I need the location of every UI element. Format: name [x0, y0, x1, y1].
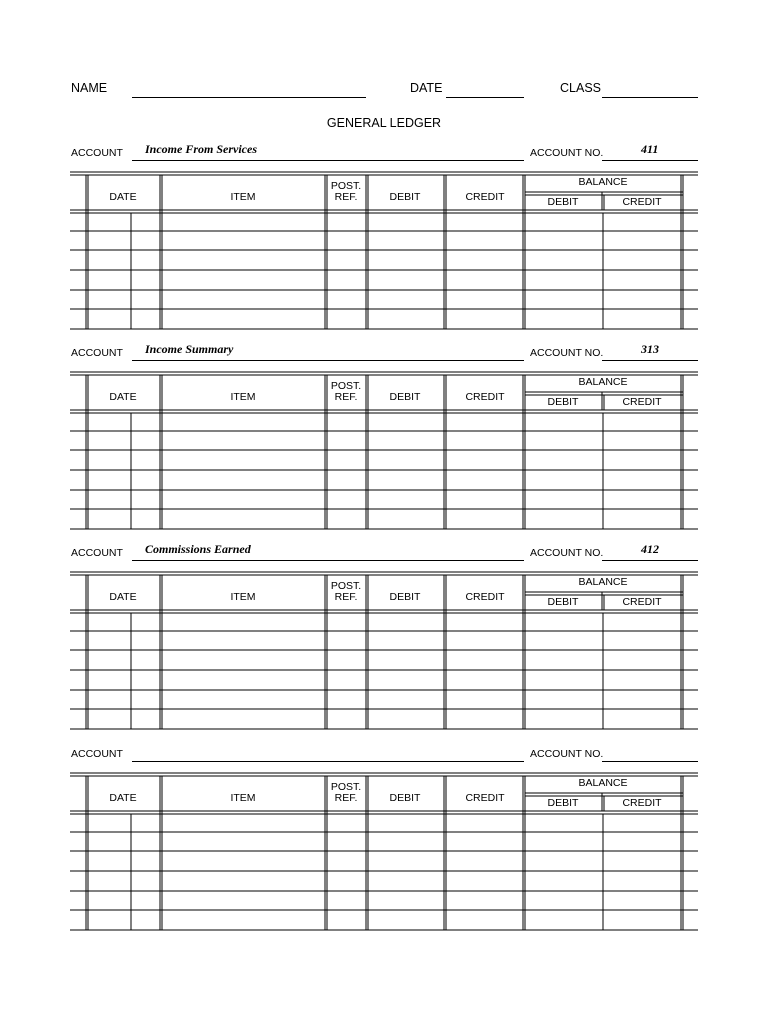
col-balance-debit-header: DEBIT — [547, 196, 579, 208]
account-number[interactable]: 412 — [641, 542, 659, 556]
account-name[interactable]: Income From Services — [145, 142, 257, 156]
col-balance-debit-header: DEBIT — [547, 396, 579, 408]
col-credit-header: CREDIT — [465, 591, 505, 603]
col-balance-header: BALANCE — [578, 376, 628, 388]
account-no-label: ACCOUNT NO. — [530, 147, 604, 159]
date-label: DATE — [410, 81, 443, 95]
col-post-header: POST. — [330, 580, 362, 592]
col-balance-debit-header: DEBIT — [547, 797, 579, 809]
col-balance-header: BALANCE — [578, 176, 628, 188]
col-balance-debit-header: DEBIT — [547, 596, 579, 608]
col-balance-header: BALANCE — [578, 777, 628, 789]
account-number-line — [602, 360, 698, 361]
col-debit-header: DEBIT — [389, 391, 421, 403]
account-label: ACCOUNT — [71, 147, 123, 159]
account-label: ACCOUNT — [71, 547, 123, 559]
col-date-header: DATE — [109, 391, 137, 403]
col-balance-credit-header: CREDIT — [622, 596, 662, 608]
date-field[interactable] — [446, 97, 524, 98]
col-date-header: DATE — [109, 191, 137, 203]
account-name-line — [132, 360, 524, 361]
class-label: CLASS — [560, 81, 601, 95]
col-item-header: ITEM — [230, 191, 256, 203]
col-ref-header: REF. — [334, 591, 358, 603]
col-debit-header: DEBIT — [389, 792, 421, 804]
account-number[interactable]: 411 — [641, 142, 659, 156]
page-title: GENERAL LEDGER — [326, 116, 442, 130]
account-number-line — [602, 160, 698, 161]
account-name-line — [132, 560, 524, 561]
ledger-table — [0, 769, 768, 939]
col-post-header: POST. — [330, 180, 362, 192]
col-post-header: POST. — [330, 781, 362, 793]
name-label: NAME — [71, 81, 108, 95]
col-debit-header: DEBIT — [389, 191, 421, 203]
account-no-label: ACCOUNT NO. — [530, 547, 604, 559]
col-item-header: ITEM — [230, 591, 256, 603]
account-no-label: ACCOUNT NO. — [530, 347, 604, 359]
name-field[interactable] — [132, 97, 366, 98]
col-post-header: POST. — [330, 380, 362, 392]
ledger-table — [0, 168, 768, 338]
col-ref-header: REF. — [334, 391, 358, 403]
col-balance-credit-header: CREDIT — [622, 196, 662, 208]
account-number-line — [602, 560, 698, 561]
col-credit-header: CREDIT — [465, 391, 505, 403]
account-name[interactable]: Commissions Earned — [145, 542, 251, 556]
account-number-line — [602, 761, 698, 762]
col-debit-header: DEBIT — [389, 591, 421, 603]
col-credit-header: CREDIT — [465, 792, 505, 804]
col-ref-header: REF. — [334, 191, 358, 203]
account-name-line — [132, 160, 524, 161]
account-label: ACCOUNT — [71, 748, 123, 760]
col-date-header: DATE — [109, 591, 137, 603]
col-item-header: ITEM — [230, 391, 256, 403]
account-name[interactable]: Income Summary — [145, 342, 234, 356]
account-label: ACCOUNT — [71, 347, 123, 359]
col-balance-header: BALANCE — [578, 576, 628, 588]
ledger-table — [0, 368, 768, 538]
account-name-line — [132, 761, 524, 762]
class-field[interactable] — [602, 97, 698, 98]
ledger-table — [0, 568, 768, 738]
col-balance-credit-header: CREDIT — [622, 797, 662, 809]
col-item-header: ITEM — [230, 792, 256, 804]
account-no-label: ACCOUNT NO. — [530, 748, 604, 760]
col-ref-header: REF. — [334, 792, 358, 804]
account-number[interactable]: 313 — [641, 342, 659, 356]
col-credit-header: CREDIT — [465, 191, 505, 203]
col-balance-credit-header: CREDIT — [622, 396, 662, 408]
col-date-header: DATE — [109, 792, 137, 804]
